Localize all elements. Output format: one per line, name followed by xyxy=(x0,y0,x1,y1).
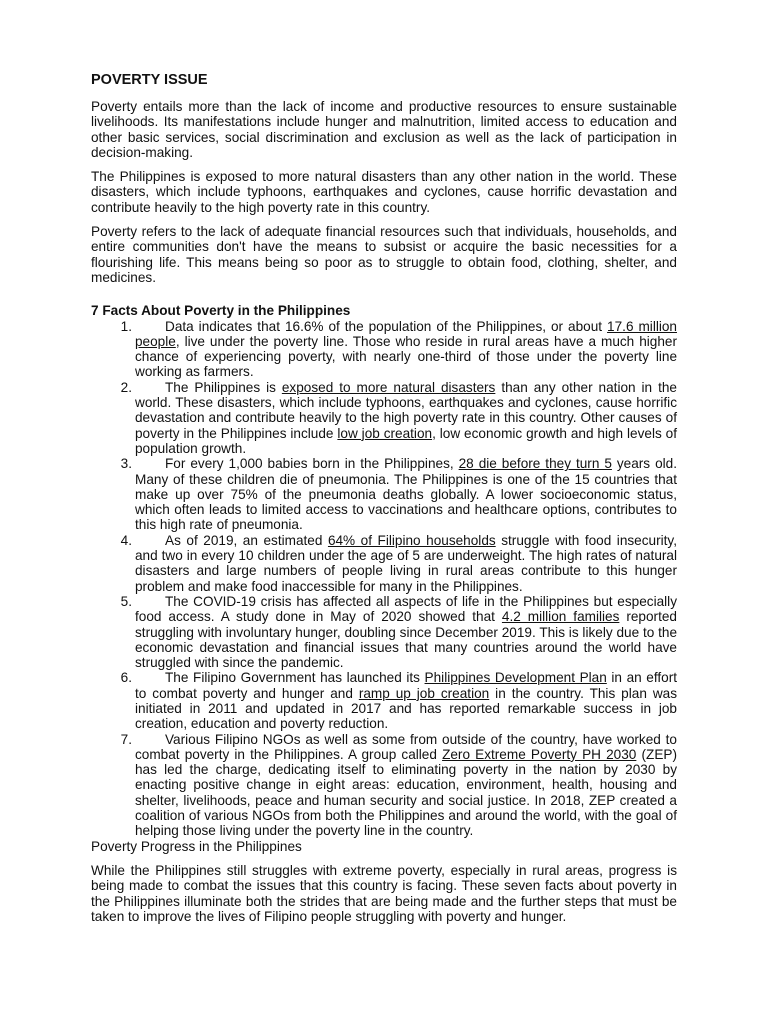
fact-number: 1. xyxy=(120,318,132,334)
fact-link[interactable]: exposed to more natural disasters xyxy=(281,379,496,395)
fact-text: Data indicates that 16.6% of the population of the Philippines, or about 17.6 million people, live under the poverty line. Those who reside in rural areas have a much higher chance of experiencing poverty, with nearly one-third of those under the poverty line working as farmers. xyxy=(135,318,677,380)
fact-text: The Filipino Government has launched its Philippines Development Plan in an effort to combat poverty and hunger and ramp up job creation in the country. This plan was initiated in 2011 and updated in 2017 and has reported remarkable success in job creation, education and poverty reduction. xyxy=(135,670,678,732)
fact-item-6 xyxy=(91,670,677,731)
fact-number: 2. xyxy=(120,379,132,395)
fact-item-4 xyxy=(91,533,677,594)
document-page xyxy=(91,70,677,933)
intro-paragraph-1: Poverty entails more than the lack of income and productive resources to ensure sustainable livelihoods. Its manifestations include hunger and malnutrition, limited access to education and other basic services, social discrimination and exclusion as well as the lack of participation in decision-making. xyxy=(91,99,677,160)
fact-item-1 xyxy=(91,319,677,380)
fact-link[interactable]: 4.2 million families xyxy=(501,609,620,625)
closing-paragraph: While the Philippines still struggles with extreme poverty, especially in rural areas, progress is being made to combat the issues that this country is facing. These seven facts about poverty in the Philippines illuminate both the strides that are being made and the further steps that must be taken to improve the lives of Filipino people struggling with poverty and hunger. xyxy=(91,862,677,924)
fact-link[interactable]: Zero Extreme Poverty PH 2030 xyxy=(442,746,637,762)
page-title: POVERTY ISSUE xyxy=(91,72,208,88)
fact-link[interactable]: ramp up job creation xyxy=(358,685,490,701)
intro-paragraph-2: The Philippines is exposed to more natural disasters than any other nation in the world. These disasters, which include typhoons, earthquakes and cyclones, cause horrific devastation and contribute heavily to the high poverty rate in this country. xyxy=(91,169,677,215)
fact-link[interactable]: 64% of Filipino households xyxy=(327,532,496,548)
fact-text: For every 1,000 babies born in the Philippines, 28 die before they turn 5 years old. Many of these children die of pneumonia. The Philippines is one of the 15 countries that make up over 75% of the pneumonia deaths globally. A lower socioeconomic status, which often leads to limited access to vaccinations and healthcare options, contributes to this high rate of pneumonia. xyxy=(135,456,677,533)
fact-item-2 xyxy=(91,380,677,456)
fact-link[interactable]: 28 die before they turn 5 xyxy=(458,456,612,472)
fact-number: 7. xyxy=(120,731,132,747)
fact-number: 6. xyxy=(120,670,132,686)
fact-text: The Philippines is exposed to more natural disasters than any other nation in the world. These disasters, which include typhoons, earthquakes and cyclones, cause horrific devastation and contribute heavily to the high poverty rate in this country. Other causes of poverty in the Philippines include low job creation, low economic growth and high levels of population growth. xyxy=(135,379,677,456)
fact-number: 3. xyxy=(120,456,132,472)
fact-number: 5. xyxy=(120,593,132,609)
fact-link[interactable]: low job creation xyxy=(337,425,433,441)
fact-link[interactable]: Philippines Development Plan xyxy=(424,670,607,686)
fact-link[interactable]: 17.6 million people xyxy=(135,318,677,349)
fact-item-5 xyxy=(91,594,677,670)
facts-list xyxy=(91,319,677,839)
fact-number: 4. xyxy=(120,532,132,548)
facts-heading: 7 Facts About Poverty in the Philippines xyxy=(91,303,351,319)
fact-text: Various Filipino NGOs as well as some from outside of the country, have worked to combat poverty in the Philippines. A group called Zero Extreme Poverty PH 2030 (ZEP) has led the charge, dedicating itself to eliminating poverty in the nation by 2030 by enacting positive change in eight areas: education, environment, health, housing and shelter, livelihoods, peace and human security and social justice. In 2018, ZEP created a coalition of various NGOs from both the Philippines and around the world, with the goal of helping those living under the poverty line in the country. xyxy=(135,731,677,839)
fact-text: The COVID-19 crisis has affected all aspects of life in the Philippines but especially food access. A study done in May of 2020 showed that 4.2 million families reported struggling with involuntary hunger, doubling since December 2019. This is likely due to the economic devastation and financial issues that many countries around the world have struggled with since the pandemic. xyxy=(135,593,677,671)
fact-item-7 xyxy=(91,732,677,839)
progress-heading: Poverty Progress in the Philippines xyxy=(91,838,302,854)
fact-item-3 xyxy=(91,456,677,532)
fact-text: As of 2019, an estimated 64% of Filipino households struggle with food insecurity, and two in every 10 children under the age of 5 are underweight. The high rates of natural disasters and large numbers of people living in rural areas contribute to this hunger problem and make food inaccessible for many in the Philippines. xyxy=(135,532,677,594)
intro-paragraph-3: Poverty refers to the lack of adequate financial resources such that individuals, households, and entire communities don't have the means to subsist or acquire the basic necessities for a flourishing life. This means being so poor as to struggle to obtain food, clothing, shelter, and medicines. xyxy=(91,224,677,285)
